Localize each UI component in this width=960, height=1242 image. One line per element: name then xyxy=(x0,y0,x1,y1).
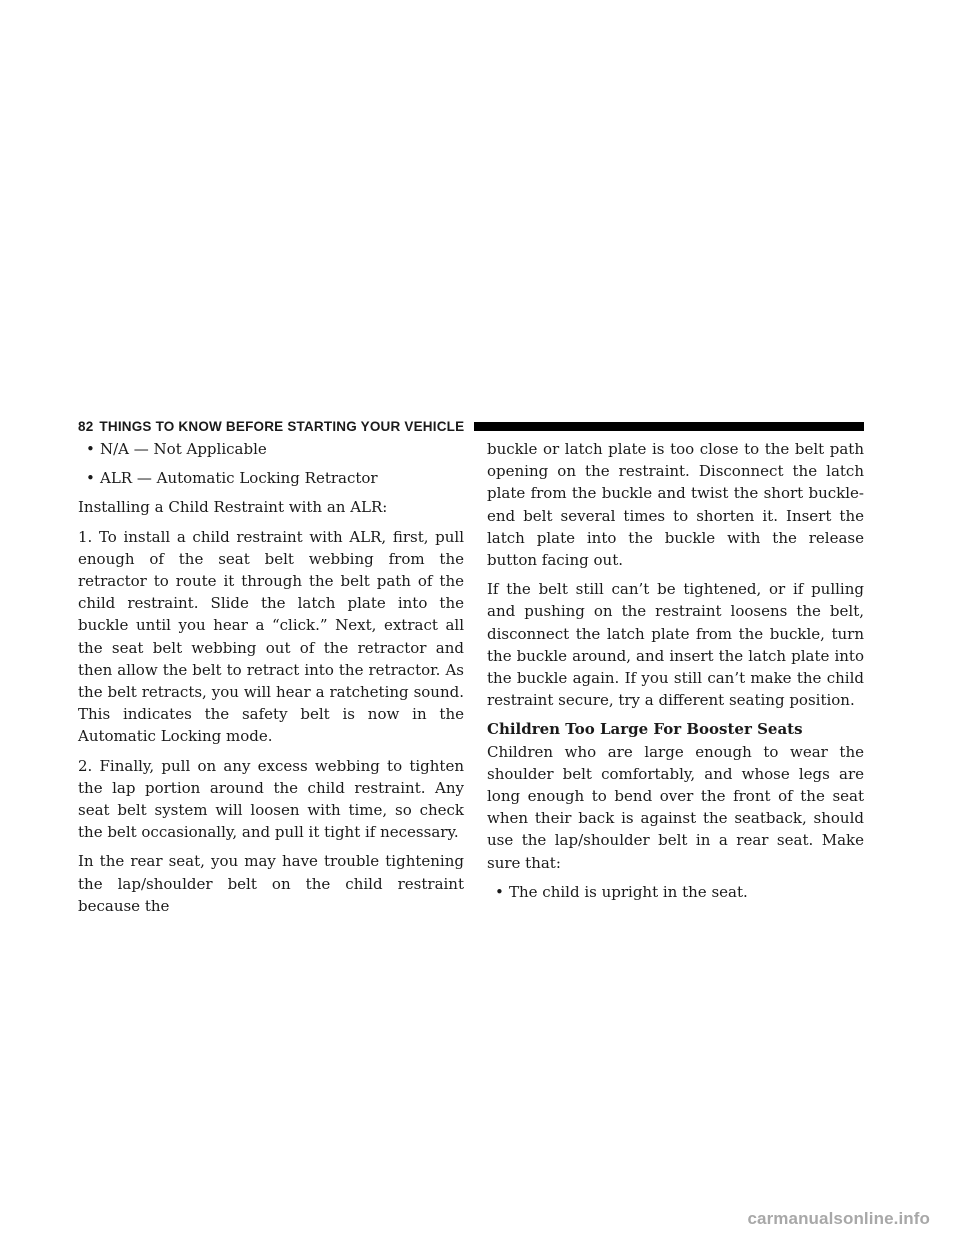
subheading: Children Too Large For Booster Seats xyxy=(487,720,803,739)
bullet-item xyxy=(86,467,464,489)
paragraph: In the rear seat, you may have trouble tightening the lap/shoulder belt on the child restraint because the xyxy=(78,852,464,915)
bullet-icon: • xyxy=(86,469,95,488)
bullet-icon: • xyxy=(495,882,504,901)
bullet-item xyxy=(495,881,864,903)
paragraph: buckle or latch plate is too close to the belt path opening on the restraint. Disconnect the latch plate from the buckle and twist the short buckle-end belt several times to shorten it. Insert the latch plate into the buckle with the release button facing out. xyxy=(487,440,864,570)
right-column xyxy=(487,438,864,910)
paragraph: 2. Finally, pull on any excess webbing to tighten the lap portion around the child restraint. Any seat belt system will loosen with time, so check the belt occasionally, and pull it tight if necessary. xyxy=(78,756,464,842)
watermark-logo: carmanualsonline.info xyxy=(747,1209,930,1228)
bullet-item xyxy=(86,438,464,460)
bullet-text: ALR — Automatic Locking Retractor xyxy=(100,469,378,488)
paragraph: Installing a Child Restraint with an ALR: xyxy=(78,498,388,517)
bullet-icon: • xyxy=(86,440,95,458)
paragraph: If the belt still can’t be tightened, or if pulling and pushing on the restraint loosens the belt, disconnect the latch plate from the buckle, turn the buckle around, and insert the latch plate into the buckle again. If you still can’t make the child restraint secure, try a different seating position. xyxy=(487,580,864,710)
paragraph: 1. To install a child restraint with ALR, first, pull enough of the seat belt webbing from the retractor to route it through the belt path of the child restraint. Slide the latch plate into the buckle until you hear a “click.” Next, extract all the seat belt webbing out of the retractor and then allow the belt to retract into the retractor. As the belt retracts, you will hear a ratcheting sound. This indicates the safety belt is now in the Automatic Locking mode. xyxy=(78,527,464,746)
section-title: THINGS TO KNOW BEFORE STARTING YOUR VEHICLE xyxy=(99,418,465,434)
bullet-text: N/A — Not Applicable xyxy=(100,440,267,458)
left-column xyxy=(78,438,464,924)
page-header xyxy=(78,416,864,436)
page-number: 82 xyxy=(78,418,94,434)
paragraph: Children who are large enough to wear the shoulder belt comfortably, and whose legs are long enough to bend over the front of the seat when their back is against the seatback, should use the lap/shoulder belt in a rear seat. Make sure that: xyxy=(487,742,864,872)
header-rule xyxy=(474,422,864,431)
bullet-text: The child is upright in the seat. xyxy=(509,882,748,901)
